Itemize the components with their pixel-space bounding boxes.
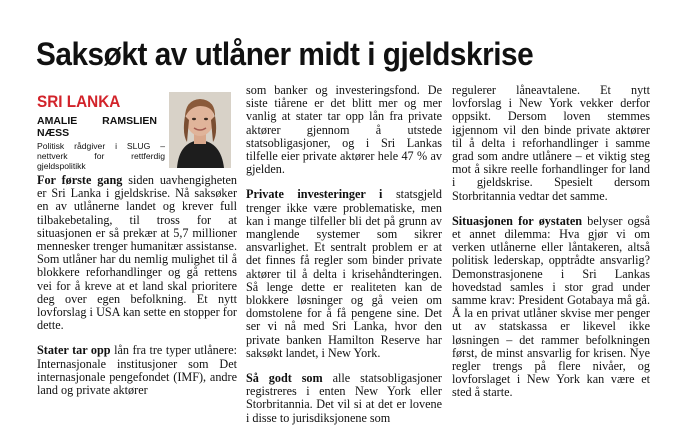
headline: Saksøkt av utlåner midt i gjeldskrise — [36, 36, 534, 72]
paragraph-4-text: alle statsobligasjoner registreres i enten New York eller Storbritannia. Det vil si at det er lovene i disse to jurisdiksjonene som — [246, 371, 442, 425]
rubric: SRI LANKA — [37, 92, 121, 111]
paragraph-4-lead: Så godt som — [246, 371, 323, 386]
paragraph-2-text-continued: som banker og investeringsfond. De siste tiårene er det blitt mer og mer vanlig at stater tar opp lån fra private aktører gjennom å utstede statsobligasjoner, og i Sri Lankas tilfelle eier private aktører hele 47 % av gjelden. — [246, 84, 442, 177]
author-role: Politisk rådgiver i SLUG – nettverk for rettferdig gjeldspolitikk — [37, 141, 165, 171]
paragraph-1-text: siden uavhengigheten er Sri Lanka i gjeldskrise. Nå saksøker en av utlånerne landet og krever full tilbakebetaling, til tross for at situasjonen er så prekær at 5,7 millioner mennesker trenger humanitær assistanse. Som utlåner har du nemlig mulighet til å blokkere reforhandlinger og gå rettens vei for å kreve at et land skal prioritere deg over egen befolkning. Et nytt lovforslag i USA kan sette en stopper for dette. — [37, 173, 237, 333]
paragraph-2 — [37, 344, 237, 397]
paragraph-4-text-continued: regulerer låneavtalene. Et nytt lovforslag i New York vekker derfor oppsikt. Dersom loven stemmes igjennom vil den binde private aktører til å delta i reforhandlinger i samme grad som andre utlånere – et viktig steg mot å sikre reelle forhandlinger for land i gjeldskrise. Spesielt dersom Storbritannia vedtar det samme. — [452, 84, 650, 203]
paragraph-2-continued — [246, 84, 442, 176]
author-name: AMALIE RAMSLIEN NÆSS — [37, 115, 157, 139]
byline — [37, 92, 237, 170]
column-3 — [452, 84, 650, 430]
paragraph-1-lead: For første gang — [37, 173, 123, 187]
paragraph-5-text: belyser også et annet dilemma: Hva gjør vi om verken utlånerne eller låntakeren, altså politisk lederskap, opptrådte ansvarlig? Demonstrasjonene i Sri Lankas hovedstad samles i stor grad under samme krav: President Gotabaya må gå. Å la en privat utlåner skvise mer penger ut av statskassa er likevel ikke løsningen – det rammer befolkningen først, de minst ansvarlig for krisen. Nye regler trengs på flere nivåer, og lovforslaget i New York kan være et sted å starte. — [452, 213, 650, 400]
column-1 — [37, 92, 237, 430]
paragraph-3 — [246, 188, 442, 360]
paragraph-2-text: lån fra tre typer utlånere: Internasjonale institusjoner som Det internasjonale pengefondet (IMF), andre land og private aktører — [37, 343, 237, 398]
paragraph-3-lead: Private investeringer i — [246, 187, 383, 202]
column-2 — [246, 84, 442, 430]
paragraph-4 — [246, 372, 442, 425]
paragraph-3-text: statsgjeld trenger ikke være problematiske, men kan i mange tilfeller bli det på grunn av manglende systemer som sikrer ansvarlighet. Et sentralt problem er at det finnes få regler som binder private aktører til å delta i krisehåndteringen. Så lenge dette er realiteten kan de blokkere løsninger og gå veien om domstolene for å få pengene sine. Det ser vi nå med Sri Lanka, hvor den private banken Hamilton Reserve har saksøkt landet, i New York. — [246, 187, 442, 360]
paragraph-1 — [37, 174, 237, 332]
author-photo — [169, 92, 231, 168]
paragraph-4-continued — [452, 84, 650, 203]
paragraph-5 — [452, 215, 650, 400]
paragraph-2-lead: Stater tar opp — [37, 343, 111, 358]
paragraph-5-lead: Situasjonen for øystaten — [452, 213, 583, 228]
